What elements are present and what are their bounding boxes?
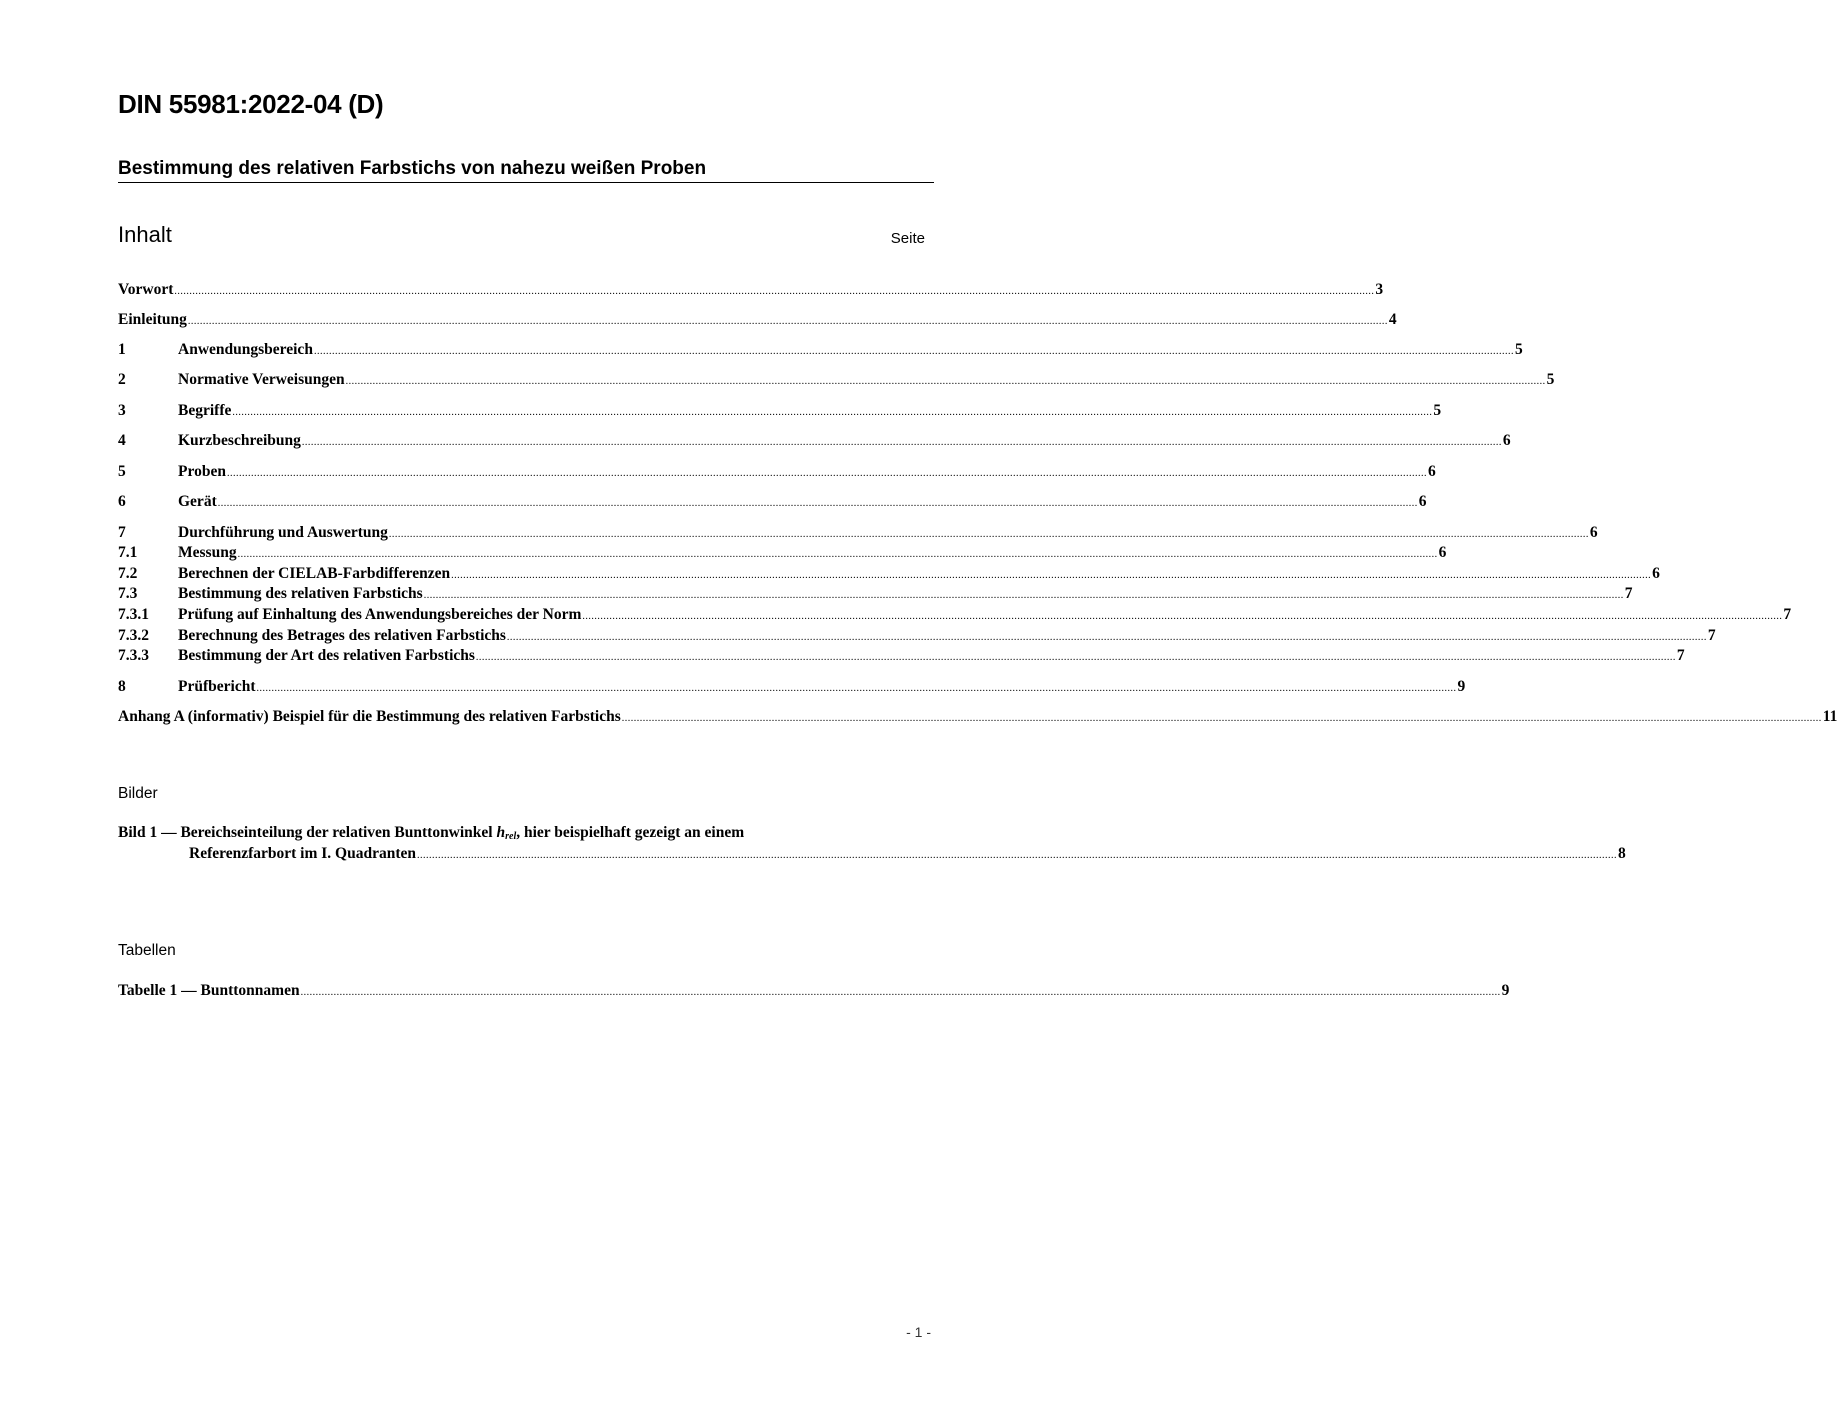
table-entry-page: 9: [1501, 982, 1510, 999]
toc-heading: Inhalt: [118, 222, 172, 247]
toc-entry[interactable]: [118, 606, 1792, 626]
figure-entry-continuation[interactable]: [189, 845, 1626, 865]
figure-title-suffix: , hier beispielhaft gezeigt an einem: [516, 824, 745, 841]
toc-entry[interactable]: [118, 524, 1598, 544]
toc-entry-page: 5: [1433, 402, 1442, 419]
toc-entry-page: 7: [1707, 627, 1716, 644]
toc-entry-page: 6: [1418, 493, 1427, 510]
toc-entry-number: 8: [118, 678, 126, 695]
toc-entry-number: 7: [118, 524, 126, 541]
dot-leader: ................................................................................................................................................................................................................................................................................................................................................................................................................: [475, 652, 1676, 663]
toc-entry[interactable]: [118, 678, 1466, 698]
toc-entry-title: Begriffe: [178, 402, 232, 419]
toc-entry-page: 6: [1438, 544, 1447, 561]
toc-entry-page: 7: [1783, 606, 1792, 623]
table-entry-title: Tabelle 1 — Bunttonnamen: [118, 982, 300, 999]
table-entry[interactable]: [118, 982, 1510, 1002]
document-id: DIN 55981:2022-04 (D): [118, 89, 384, 119]
toc-entry-page: 6: [1427, 463, 1436, 480]
toc-entry[interactable]: [118, 565, 1660, 585]
toc-entry-title: Einleitung: [118, 311, 187, 328]
page-column-label: Seite: [890, 230, 925, 247]
figures-heading: Bilder: [118, 785, 158, 802]
toc-entry-title: Normative Verweisungen: [178, 371, 345, 388]
toc-entry[interactable]: [118, 402, 1442, 422]
toc-entry-number: 7.3: [118, 585, 138, 602]
toc-entry[interactable]: [118, 544, 1447, 564]
toc-entry[interactable]: [118, 493, 1427, 513]
page-number: - 1 -: [906, 1324, 931, 1340]
tables-heading: Tabellen: [118, 942, 176, 959]
toc-entry[interactable]: [118, 585, 1633, 605]
toc-entry-number: 4: [118, 432, 126, 449]
toc-entry[interactable]: [118, 647, 1685, 667]
toc-entry[interactable]: [118, 371, 1555, 391]
dot-leader: ................................................................................................................................................................................................................................................................................................................................................................................................................: [256, 683, 1457, 694]
toc-entry-page: 4: [1388, 311, 1397, 328]
dot-leader: ................................................................................................................................................................................................................................................................................................................................................................................................................: [217, 498, 1418, 509]
toc-entry[interactable]: [118, 432, 1511, 452]
dot-leader: ................................................................................................................................................................................................................................................................................................................................................................................................................: [506, 632, 1707, 643]
toc-entry-page: 5: [1514, 341, 1523, 358]
dot-leader: ................................................................................................................................................................................................................................................................................................................................................................................................................: [187, 316, 1388, 327]
toc-entry-number: 7.3.2: [118, 627, 149, 644]
toc-entry-number: 6: [118, 493, 126, 510]
toc-entry[interactable]: [118, 281, 1384, 301]
toc-entry-title: Kurzbeschreibung: [178, 432, 301, 449]
dot-leader: ................................................................................................................................................................................................................................................................................................................................................................................................................: [237, 549, 1438, 560]
toc-entry-number: 7.3.1: [118, 606, 149, 623]
figure-page: 8: [1618, 845, 1626, 862]
toc-entry-number: 1: [118, 341, 126, 358]
toc-entry-title: Prüfbericht: [178, 678, 256, 695]
toc-entry-page: 6: [1502, 432, 1511, 449]
figure-title-variable: h: [496, 824, 506, 841]
document-subtitle: Bestimmung des relativen Farbstichs von nahezu weißen Proben: [118, 158, 934, 183]
dot-leader: ................................................................................................................................................................................................................................................................................................................................................................................................................: [300, 987, 1501, 998]
figure-entry[interactable]: [118, 824, 929, 846]
toc-entry-number: 3: [118, 402, 126, 419]
toc-entry[interactable]: [118, 627, 1716, 647]
toc-entry-title: Bestimmung der Art des relativen Farbstichs: [178, 647, 475, 664]
dot-leader: ................................................................................................................................................................................................................................................................................................................................................................................................................: [417, 850, 1618, 861]
toc-entry-page: 11: [1822, 708, 1837, 725]
toc-entry-page: 7: [1676, 647, 1685, 664]
toc-entry-number: 5: [118, 463, 126, 480]
toc-entry-title: Anhang A (informativ) Beispiel für die Bestimmung des relativen Farbstichs: [118, 708, 621, 725]
toc-entry-page: 6: [1652, 565, 1660, 582]
toc-entry-title: Messung: [178, 544, 237, 561]
dot-leader: ................................................................................................................................................................................................................................................................................................................................................................................................................: [621, 713, 1822, 724]
dot-leader: ................................................................................................................................................................................................................................................................................................................................................................................................................: [582, 611, 1783, 622]
dot-leader: ................................................................................................................................................................................................................................................................................................................................................................................................................: [232, 407, 1433, 418]
dot-leader: ................................................................................................................................................................................................................................................................................................................................................................................................................: [313, 346, 1514, 357]
toc-entry-title: Bestimmung des relativen Farbstichs: [178, 585, 423, 602]
toc-entry-page: 9: [1457, 678, 1466, 695]
toc-entry[interactable]: [118, 463, 1436, 483]
toc-entry-title: Anwendungsbereich: [178, 341, 313, 358]
toc-entry-page: 6: [1589, 524, 1598, 541]
toc-entry-page: 3: [1375, 281, 1384, 298]
dot-leader: ................................................................................................................................................................................................................................................................................................................................................................................................................: [174, 286, 1375, 297]
toc-entry-title: Berechnen der CIELAB-Farbdifferenzen: [178, 565, 451, 582]
figure-title-subscript: rel: [505, 831, 517, 842]
figure-title-line2: Referenzfarbort im I. Quadranten: [189, 845, 417, 862]
dot-leader: ................................................................................................................................................................................................................................................................................................................................................................................................................: [345, 376, 1546, 387]
toc-entry-title: Vorwort: [118, 281, 174, 298]
figure-title-prefix: Bild 1 — Bereichseinteilung der relativen Bunttonwinkel: [118, 824, 497, 841]
toc-entry-title: Gerät: [178, 493, 217, 510]
toc-entry-number: 7.3.3: [118, 647, 149, 664]
dot-leader: ................................................................................................................................................................................................................................................................................................................................................................................................................: [301, 437, 1502, 448]
toc-entry-page: 5: [1546, 371, 1555, 388]
dot-leader: ................................................................................................................................................................................................................................................................................................................................................................................................................: [451, 570, 1652, 581]
toc-entry[interactable]: [118, 311, 1397, 331]
toc-entry[interactable]: [118, 708, 1837, 728]
toc-entry-title: Durchführung und Auswertung: [178, 524, 388, 541]
toc-entry-number: 2: [118, 371, 126, 388]
toc-entry-page: 7: [1624, 585, 1633, 602]
toc-entry-title: Proben: [178, 463, 226, 480]
dot-leader: ................................................................................................................................................................................................................................................................................................................................................................................................................: [423, 590, 1624, 601]
dot-leader: ................................................................................................................................................................................................................................................................................................................................................................................................................: [226, 468, 1427, 479]
toc-entry-number: 7.2: [118, 565, 138, 582]
toc-entry-title: Berechnung des Betrages des relativen Farbstichs: [178, 627, 506, 644]
toc-entry-number: 7.1: [118, 544, 138, 561]
toc-entry[interactable]: [118, 341, 1523, 361]
toc-entry-title: Prüfung auf Einhaltung des Anwendungsbereiches der Norm: [178, 606, 582, 623]
dot-leader: ................................................................................................................................................................................................................................................................................................................................................................................................................: [388, 529, 1589, 540]
